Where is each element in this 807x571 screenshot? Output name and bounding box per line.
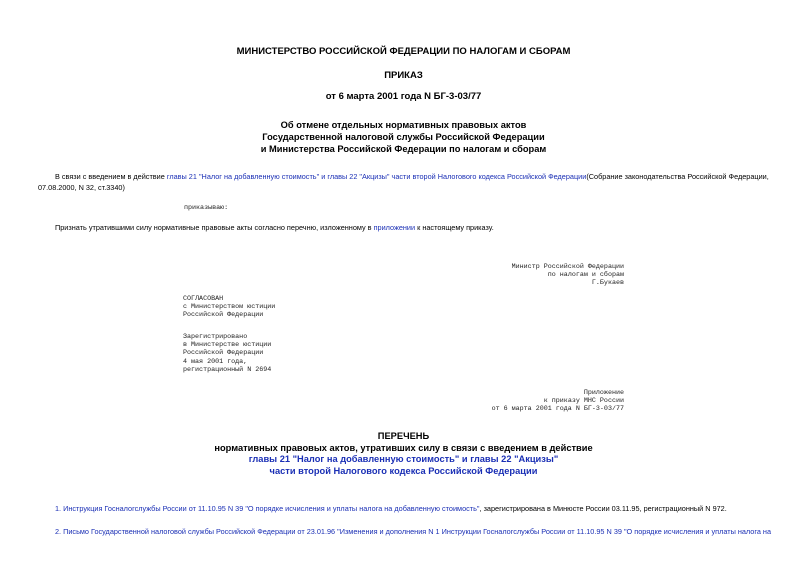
agreed-line: с Министерством юстиции — [183, 303, 276, 312]
list-title-line: нормативных правовых актов, утративших силу в связи с введением в действие — [214, 442, 593, 453]
list-item — [55, 527, 800, 537]
list-title-heading: ПЕРЕЧЕНЬ — [377, 431, 430, 441]
signature-line: Министр Российской Федерации — [511, 263, 624, 271]
order-text-before: Признать утратившими силу нормативные правовые акты согласно перечню, изложенному в — [55, 223, 374, 232]
signature-block — [420, 263, 624, 288]
appendix-line: от 6 марта 2001 года N БГ-3-03/77 — [491, 405, 624, 414]
registration-line: в Министерстве юстиции — [183, 341, 272, 350]
list-item-link[interactable]: 1. Инструкция Госналогслужбы России от 11.10.95 N 39 "О порядке исчисления и уплаты налога на добавленную стоимость" — [55, 504, 480, 513]
preamble-text: В связи с введением в действие — [55, 172, 167, 181]
preamble-line-2: 07.08.2000, N 32, ст.3340) — [38, 183, 125, 192]
agreed-line: СОГЛАСОВАН — [183, 295, 224, 303]
ministry-heading: МИНИСТЕРСТВО РОССИЙСКОЙ ФЕДЕРАЦИИ ПО НАЛОГАМ И СБОРАМ — [236, 46, 571, 57]
doc-title-line: Государственной налоговой службы Российской Федерации — [262, 132, 545, 142]
registration-block — [183, 333, 271, 374]
appendix-line: Приложение — [583, 389, 624, 397]
appendix-link[interactable]: приложении — [373, 223, 416, 232]
signature-name: Г.Букаев — [591, 279, 624, 288]
order-text-after: к настоящему приказу. — [415, 223, 494, 232]
appendix-block — [420, 389, 624, 414]
doc-title-line: и Министерства Российской Федерации по налогам и сборам — [260, 144, 547, 154]
doc-title — [0, 119, 807, 155]
list-item-text: , зарегистрирована в Минюсте России 03.11.95, регистрационный N 972. — [479, 504, 727, 513]
agreed-line: Российской Федерации — [183, 311, 264, 320]
signature-line: по налогам и сборам — [547, 271, 624, 280]
doc-title-line: Об отмене отдельных нормативных правовых актов — [280, 120, 527, 130]
doc-type-heading: ПРИКАЗ — [384, 70, 423, 81]
list-title — [0, 431, 807, 477]
tax-code-chapters-link[interactable]: главы 21 "Налог на добавленную стоимость" и главы 22 "Акцизы" части второй Налогового кодекса Российской Федерации — [166, 172, 587, 181]
registration-line: Российской Федерации — [183, 349, 264, 358]
order-text — [55, 223, 494, 233]
preamble-line-1 — [55, 172, 795, 182]
agreed-block — [183, 295, 275, 320]
doc-date-number: от 6 марта 2001 года N БГ-3-03/77 — [325, 91, 482, 102]
appendix-line: к приказу МНС России — [543, 397, 624, 406]
registration-line: регистрационный N 2694 — [183, 365, 272, 374]
list-title-tax-code-link[interactable]: части второй Налогового кодекса Российской Федерации — [269, 465, 538, 476]
list-item-link[interactable]: 2. Письмо Государственной налоговой службы Российской Федерации от 23.01.96 "Изменения и дополнения N 1 Инструкции Госналогслужбы России от 11.10.95 N 39 "О порядке исчисления и уплаты налога на — [55, 527, 772, 536]
registration-line: 4 мая 2001 года, — [183, 357, 248, 366]
list-item — [55, 504, 727, 514]
list-title-chapters-link[interactable]: главы 21 "Налог на добавленную стоимость" и главы 22 "Акцизы" — [248, 454, 559, 464]
registration-line: Зарегистрировано — [183, 333, 248, 341]
preamble-source: (Собрание законодательства Российской Федерации, — [586, 172, 769, 181]
order-word: приказываю: — [184, 204, 229, 212]
